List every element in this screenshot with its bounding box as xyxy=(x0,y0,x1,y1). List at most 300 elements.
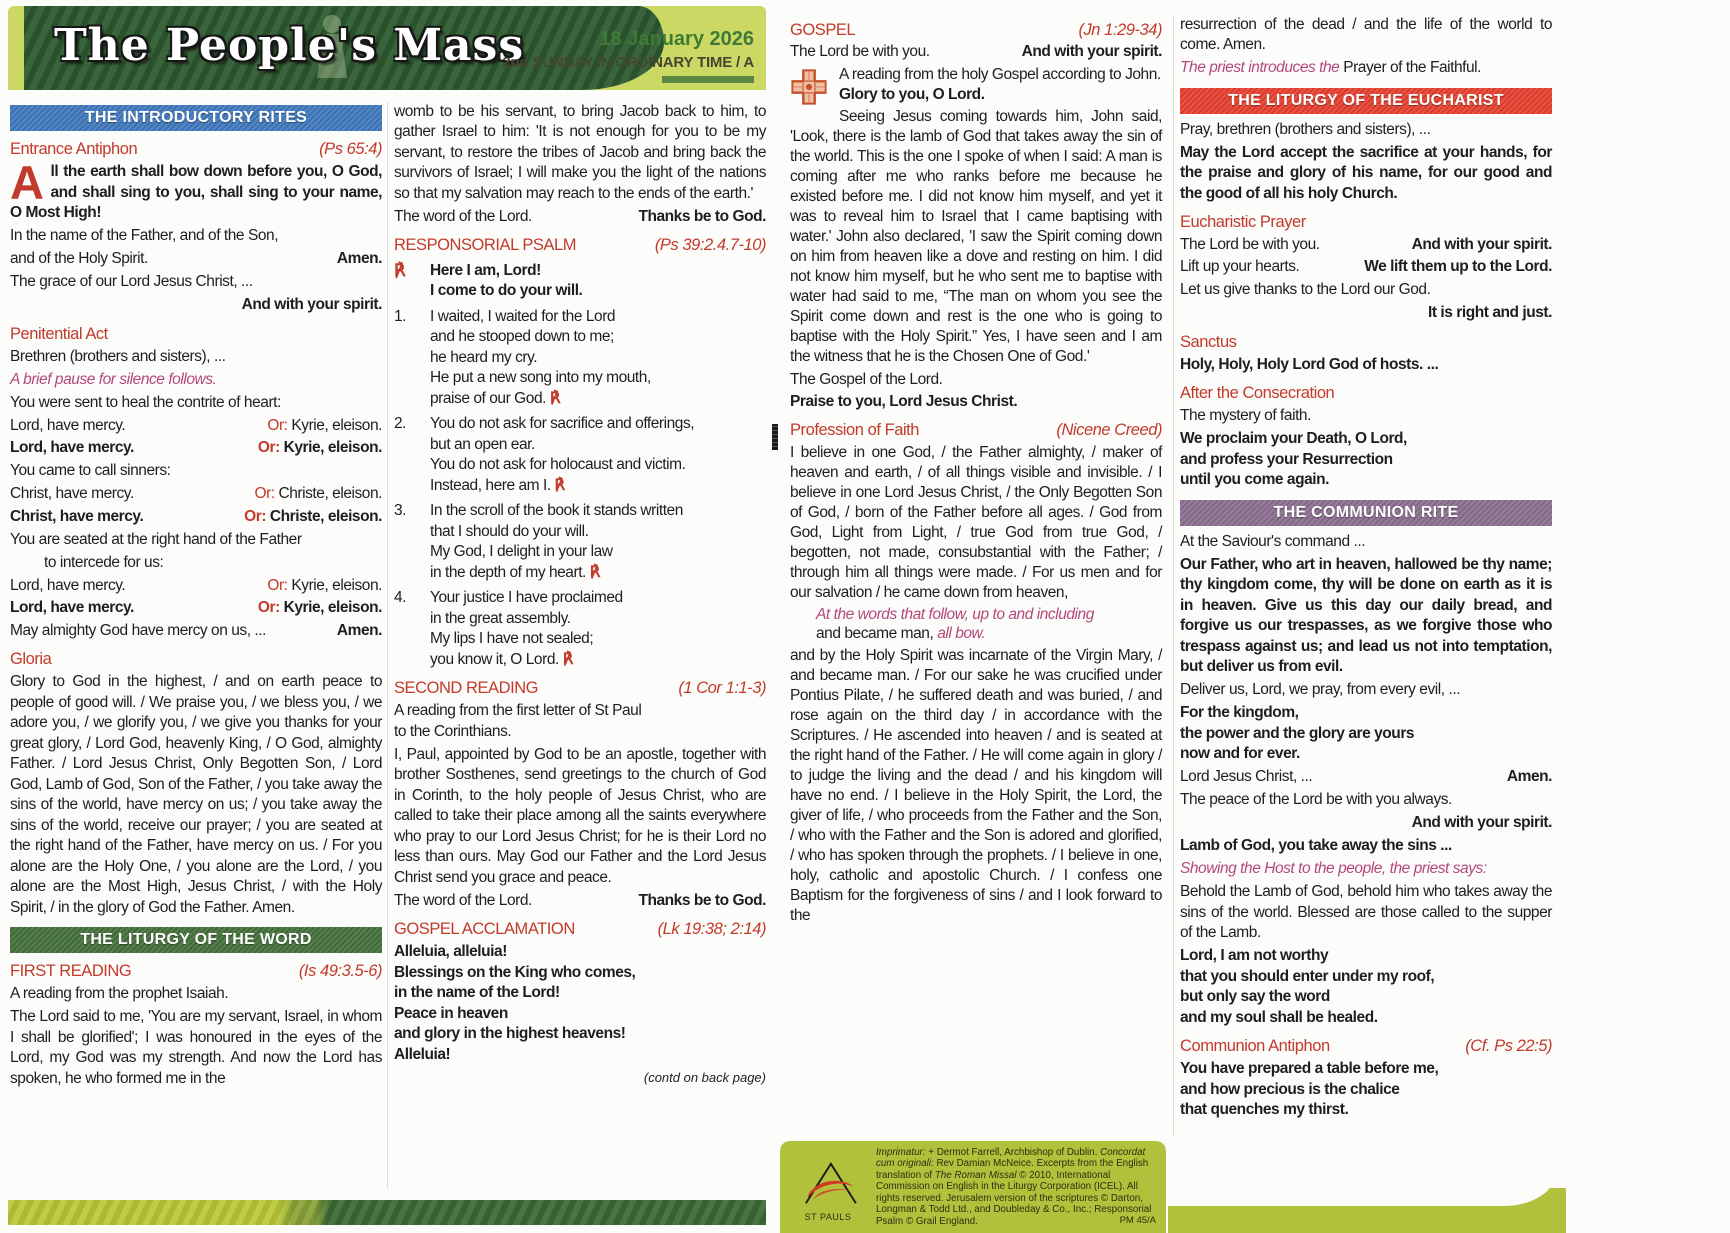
text-run: Lord, I am not worthy xyxy=(1180,947,1329,964)
paragraph xyxy=(10,347,382,368)
paragraph xyxy=(1180,15,1552,56)
response xyxy=(258,438,382,459)
section-heading xyxy=(790,20,1162,40)
verse-number: 1. xyxy=(394,307,407,325)
versicle-response xyxy=(1180,767,1552,788)
paragraph xyxy=(394,1068,766,1089)
text-run: Prayer of the Faithful. xyxy=(1343,59,1482,76)
text-line xyxy=(1180,1059,1552,1080)
paragraph xyxy=(790,370,1162,390)
text-run: You came to call sinners: xyxy=(10,462,171,479)
verse-number: 3. xyxy=(394,502,407,519)
text-run: Deliver us, Lord, we pray, from every evil, ... xyxy=(1180,681,1461,698)
text-run: Kyrie, eleison. xyxy=(279,599,382,616)
text-run: Lord, have mercy. xyxy=(10,416,126,434)
text-run: For the kingdom, xyxy=(1180,704,1299,721)
text-run: Brethren (brothers and sisters), ... xyxy=(10,347,226,365)
text-run: You do not ask for sacrifice and offerings, xyxy=(430,415,695,432)
text-line xyxy=(430,629,623,650)
section-heading xyxy=(1180,383,1552,404)
column-1 xyxy=(10,96,382,1092)
paragraph xyxy=(790,392,1162,412)
text-run: ll the earth shall bow down before you, O God, and shall sing to you, shall sing to your name, O Most High! xyxy=(10,163,382,221)
text-run: Glory to God in the highest, / and on earth peace to people of good will. / We praise you, / we bless you, / we adore you, / we glorify you, / we give you thanks for your great glory, / Lord God, heavenly King, / O God, almighty Father. / Lord Jesus Christ, Only Begotten Son, / Lord God, Lamb of God, Son of the Father, / you take away the sins of the world, have mercy on us; / you take away the sins of the world, receive our prayer; / you are seated at the right hand of the Father, have mercy on us. / For you alone are the Holy One, / you alone are the Lord, / you alone are the Most High, Jesus Christ, / with the Holy Spirit, / in the glory of God the Father. Amen. xyxy=(10,673,383,916)
paragraph xyxy=(1180,58,1552,79)
text-run: A reading from the prophet Isaiah. xyxy=(10,985,229,1002)
text-line xyxy=(1180,1100,1552,1121)
text-run: and how precious is the chalice xyxy=(1180,1080,1400,1098)
heading-label: Entrance Antiphon xyxy=(10,140,138,158)
paragraph xyxy=(1180,355,1552,376)
text-run: Or: xyxy=(257,599,280,616)
paragraph xyxy=(1180,280,1552,301)
section-bar xyxy=(1180,500,1552,526)
text-run: Here I am, Lord! xyxy=(430,261,541,279)
text-run: Or: xyxy=(257,439,280,456)
column-4 xyxy=(1180,12,1552,1123)
paragraph xyxy=(10,1007,382,1089)
text-run: Or: xyxy=(267,576,288,594)
text-run: Thanks be to God. xyxy=(638,891,766,909)
text-run: and profess your Resurrection xyxy=(1180,450,1393,468)
section-bar xyxy=(10,105,382,131)
section-heading xyxy=(1180,332,1552,353)
paragraph xyxy=(10,461,382,482)
text-line xyxy=(430,281,582,302)
text-run: Christ, have mercy. xyxy=(10,507,144,525)
text-run: praise of our God. xyxy=(430,389,550,407)
paragraph xyxy=(1180,120,1552,141)
text-run: And with your spirit. xyxy=(1411,235,1552,253)
text-run: Rev Damian McNeice. Excerpts from the English translation of xyxy=(876,1158,1149,1181)
section-heading xyxy=(10,961,382,982)
publisher-name: ST PAULS xyxy=(804,1211,852,1222)
column-3 xyxy=(790,12,1162,928)
text-run: Christ, have mercy. xyxy=(10,485,134,502)
text-line xyxy=(430,435,694,456)
text-run: Lift up your hearts. xyxy=(1180,258,1300,275)
column-2 xyxy=(394,99,766,1091)
text-run: Seeing Jesus coming towards him, John said, 'Look, there is the lamb of God that takes away the sin of the world. This is the one I spoke of when I said: A man is coming after me who ranks before me because he existed before me. I did not know him myself, and yet it was to reveal him to Israel that I came baptising with water.' John also declared, 'I saw the Spirit coming down on him from heaven like a dove and resting on him. I did not know him myself, but he who sent me to baptise with water had said to me, “The man on whom you see the Spirit come down and rest is the one who is going to baptise with the Holy Spirit.” Yes, I have seen and I am the witness that he is the Chosen One of God.' xyxy=(790,108,1162,365)
text-run: I come to do your will. xyxy=(430,282,583,299)
text-run: It is right and just. xyxy=(1427,304,1552,321)
heading-reference: (Lk 19:38; 2:14) xyxy=(657,920,766,938)
text-line xyxy=(430,563,683,584)
text-run: Or: xyxy=(254,485,275,502)
response xyxy=(638,207,766,228)
text-line xyxy=(394,963,766,984)
heading-reference: (1 Cor 1:1-3) xyxy=(678,679,766,697)
gospel-introduction xyxy=(790,65,1162,105)
text-run: now and for ever. xyxy=(1180,745,1300,762)
heading-label: GOSPEL ACCLAMATION xyxy=(394,920,575,938)
paragraph xyxy=(10,984,382,1005)
imprint-box xyxy=(780,1141,1166,1233)
paragraph xyxy=(394,102,766,205)
text-line xyxy=(394,983,766,1004)
text-line xyxy=(394,1045,766,1066)
heading-label: FIRST READING xyxy=(10,962,132,980)
text-run: At the Saviour's command ... xyxy=(1180,532,1366,550)
text-run: to intercede for us: xyxy=(44,553,164,571)
text-line xyxy=(816,624,1162,643)
paragraph xyxy=(1180,555,1552,678)
paragraph xyxy=(1180,703,1552,765)
text-run: Thanks be to God. xyxy=(638,207,766,225)
text-run: I believe in one God, / the Father almighty, / maker of heaven and earth, / of all things visible and invisible. / I believe in one Lord Jesus Christ, / the Only Begotten Son of God, / born of the Father before all ages. / God from God, Light from Light, / true God from true God, / begotten, not made, consubstantial with the Father; / through him all things were made. / For us men and for our salvation / he came down from heaven, xyxy=(790,443,1162,601)
paragraph xyxy=(10,672,382,918)
text-run: Imprimatur: xyxy=(876,1146,926,1158)
text-run: Or: xyxy=(267,416,288,434)
text-line xyxy=(816,605,1162,624)
text-run: The Roman Missal xyxy=(934,1169,1017,1181)
heading-reference: (Nicene Creed) xyxy=(1056,421,1162,439)
versicle xyxy=(10,507,143,528)
text-run: Lamb of God, you take away the sins ... xyxy=(1180,837,1452,854)
text-run: And with your spirit. xyxy=(1021,43,1162,60)
versicle-response xyxy=(10,249,382,270)
section-heading xyxy=(394,235,766,256)
text-run: You have prepared a table before me, xyxy=(1180,1060,1439,1077)
text-line xyxy=(430,414,694,435)
text-run: and of the Holy Spirit. xyxy=(10,250,148,267)
versicle-response xyxy=(10,576,382,597)
text-line xyxy=(430,588,623,609)
text-run: Concordat cum originali: xyxy=(876,1146,1146,1170)
paragraph xyxy=(1180,946,1552,1028)
response xyxy=(1412,235,1552,256)
text-run: in the depth of my heart. xyxy=(430,563,590,581)
section-bar xyxy=(1180,88,1552,114)
text-run: ℟ xyxy=(549,389,560,407)
paragraph xyxy=(790,646,1162,926)
masthead xyxy=(8,6,766,90)
versicle xyxy=(10,249,148,270)
text-line xyxy=(394,1004,766,1025)
section-bar-label: THE LITURGY OF THE EUCHARIST xyxy=(1228,91,1504,109)
text-line xyxy=(1180,703,1552,724)
paragraph xyxy=(1180,429,1552,491)
text-run: Christe, eleison. xyxy=(274,485,382,502)
text-run: Peace in heaven xyxy=(394,1004,508,1022)
section-heading xyxy=(10,139,382,160)
response xyxy=(244,507,382,528)
paragraph xyxy=(10,295,382,316)
text-line xyxy=(430,307,651,328)
text-run: You do not ask for holocaust and victim. xyxy=(430,456,686,473)
response xyxy=(1364,257,1552,278)
text-run: and he stooped down to me; xyxy=(430,328,614,345)
response xyxy=(258,598,382,619)
response xyxy=(267,576,382,597)
text-run: Praise to you, Lord Jesus Christ. xyxy=(790,393,1018,410)
text-run: You were sent to heal the contrite of heart: xyxy=(10,393,281,411)
text-run: (contd on back page) xyxy=(643,1069,766,1085)
text-run: Lord, have mercy. xyxy=(10,439,134,456)
paragraph xyxy=(10,530,382,551)
section-bar-label: THE COMMUNION RITE xyxy=(1273,503,1459,521)
text-run: ℟ xyxy=(554,476,565,494)
verse-lines xyxy=(430,588,623,670)
text-run: He put a new song into my mouth, xyxy=(430,369,651,386)
text-run: Lord Jesus Christ, ... xyxy=(1180,768,1313,785)
text-line xyxy=(1180,470,1552,491)
text-run: The Lord be with you. xyxy=(1180,235,1320,253)
leaflet-title: The People's Mass xyxy=(54,20,525,71)
text-run: The word of the Lord. xyxy=(394,207,532,225)
text-line xyxy=(1180,724,1552,745)
text-run: you know it, O Lord. xyxy=(430,650,563,668)
text-run: We lift them up to the Lord. xyxy=(1364,258,1552,275)
text-run: Kyrie, eleison. xyxy=(287,416,382,434)
text-run: to the Corinthians. xyxy=(394,722,512,740)
versicle xyxy=(10,438,134,459)
text-line xyxy=(430,501,683,522)
text-line xyxy=(394,701,766,722)
section-bar xyxy=(10,927,382,953)
text-run: and by the Holy Spirit was incarnate of the Virgin Mary, / and became man. / For our sake he was crucified under Pontius Pilate, / he suffered death and was buried, / and rose again on the third day / in accordance with the Scriptures. / He ascended into heaven / and is seated at the right hand of the Father. / He will come again in glory / to judge the living and the dead / and his kingdom will have no end. / I believe in the Holy Spirit, the Lord, the giver of life, / who proceeds from the Father and the Son, / who with the Father and the Son is adored and glorified, / who has spoken through the prophets. / I believe in one, holy, catholic and apostolic Church. / I confess one Baptism for the forgiveness of sins / and I look forward to the xyxy=(790,646,1162,924)
column-divider-left xyxy=(387,102,388,1188)
date-text: 18 January 2026 xyxy=(599,28,754,50)
versicle-response xyxy=(394,207,766,228)
response-lines xyxy=(430,261,582,302)
paragraph xyxy=(394,745,766,889)
text-line xyxy=(430,348,651,369)
paragraph xyxy=(1180,1059,1552,1121)
date-underline-decoration xyxy=(662,76,754,83)
text-run: Amen. xyxy=(336,250,382,267)
paragraph xyxy=(394,701,766,742)
section-heading xyxy=(394,919,766,940)
text-line xyxy=(430,476,694,497)
paragraph xyxy=(790,443,1162,603)
text-run: and became man, xyxy=(816,625,938,642)
text-run: The mystery of faith. xyxy=(1180,407,1311,424)
text-run: A reading from the holy Gospel according to John. xyxy=(839,65,1161,83)
text-bubble-corner xyxy=(1168,1150,1556,1206)
paragraph xyxy=(790,605,1162,643)
section-heading xyxy=(1180,1036,1552,1057)
text-run: My God, I delight in your law xyxy=(430,543,613,560)
text-line xyxy=(1180,744,1552,765)
section-heading xyxy=(1180,212,1552,233)
text-run: A brief pause for silence follows. xyxy=(10,370,217,388)
verse-lines xyxy=(430,307,651,410)
text-run: that you should enter under my roof, xyxy=(1180,967,1435,985)
text-run: ℟ xyxy=(589,563,600,581)
psalm-verse xyxy=(394,414,766,496)
versicle-response xyxy=(790,42,1162,62)
footer-bar-left xyxy=(8,1200,766,1225)
text-run: in the great assembly. xyxy=(430,609,571,627)
text-run: The priest introduces the xyxy=(1180,59,1344,76)
heading-reference: (Ps 39:2.4.7-10) xyxy=(654,236,766,254)
versicle xyxy=(10,416,125,437)
text-run: The grace of our Lord Jesus Christ, ... xyxy=(10,273,253,290)
text-run: May almighty God have mercy on us, ... xyxy=(10,621,266,639)
response xyxy=(638,891,766,912)
versicle-response xyxy=(10,484,382,505)
paragraph xyxy=(1180,406,1552,427)
text-line xyxy=(430,650,623,671)
section-heading xyxy=(394,678,766,699)
registration-mark xyxy=(772,424,778,450)
response xyxy=(1507,767,1552,788)
text-run: but an open ear. xyxy=(430,435,535,453)
text-run: We proclaim your Death, O Lord, xyxy=(1180,430,1407,447)
psalm-verse xyxy=(394,307,766,410)
text-run: Lord, have mercy. xyxy=(10,599,134,616)
text-run: Kyrie, eleison. xyxy=(287,576,382,594)
paragraph xyxy=(394,942,766,1065)
paragraph xyxy=(10,393,382,414)
response xyxy=(1022,42,1162,62)
text-line xyxy=(1180,450,1552,471)
text-run: The Gospel of the Lord. xyxy=(790,370,943,388)
versicle-response xyxy=(10,598,382,619)
text-line xyxy=(394,722,766,743)
publisher-logo-block xyxy=(780,1153,876,1222)
text-run: The Lord said to me, 'You are my servant, Israel, in whom I shall be glorified'; I was honoured in the eyes of the Lord, my God was my strength. And now the Lord has spoken, he who formed me in the xyxy=(10,1008,382,1087)
antiphon-paragraph xyxy=(10,156,382,224)
verse-lines xyxy=(430,501,683,583)
text-run: and my soul shall be healed. xyxy=(1180,1008,1378,1026)
versicle xyxy=(1180,257,1299,278)
section-bar-label: THE LITURGY OF THE WORD xyxy=(80,931,312,948)
text-run: Showing the Host to the people, the priest says: xyxy=(1180,860,1487,877)
imprint-code: PM 45/A xyxy=(1119,1215,1156,1226)
text-line xyxy=(394,1024,766,1045)
response xyxy=(337,249,382,270)
paragraph xyxy=(10,226,382,247)
versicle-response xyxy=(10,621,382,642)
text-run: Lord, have mercy. xyxy=(10,576,126,594)
text-run: The word of the Lord. xyxy=(394,891,532,909)
heading-label: Gloria xyxy=(10,650,52,668)
section-heading xyxy=(790,420,1162,440)
text-run: and glory in the highest heavens! xyxy=(394,1025,626,1042)
paragraph xyxy=(1180,143,1552,205)
response xyxy=(337,621,382,642)
text-run: May the Lord accept the sacrifice at your hands, for the praise and glory of his name, for our good and the good of all his holy Church. xyxy=(1180,143,1552,202)
paragraph xyxy=(1180,790,1552,811)
text-run: Holy, Holy, Holy Lord God of hosts. ... xyxy=(1180,355,1439,373)
text-run: Or: xyxy=(244,507,267,525)
text-run: Christe, eleison. xyxy=(266,507,382,525)
gospel-cross-icon xyxy=(790,68,830,108)
text-run: The Lord be with you. xyxy=(790,43,930,60)
versicle xyxy=(394,891,532,912)
text-run: the power and the glory are yours xyxy=(1180,724,1415,742)
text-run: Pray, brethren (brothers and sisters), ... xyxy=(1180,120,1431,138)
text-run: I waited, I waited for the Lord xyxy=(430,307,616,325)
versicle xyxy=(10,576,125,597)
paragraph xyxy=(10,553,382,574)
text-line xyxy=(430,609,623,630)
text-line xyxy=(430,389,651,410)
heading-label: SECOND READING xyxy=(394,679,539,697)
text-run: resurrection of the dead / and the life of the world to come. Amen. xyxy=(1180,15,1552,53)
text-line xyxy=(394,942,766,963)
text-run: I, Paul, appointed by God to be an apostle, together with brother Sosthenes, send greetings to the church of God in Corinth, to the holy people of Jesus Christ, who are called to take their place among all the saints everywhere who pray to our Lord Jesus Christ; for he is their Lord no less than ours. May God our Father and the Lord Jesus Christ send you grace and peace. xyxy=(394,745,766,886)
versicle xyxy=(1180,767,1312,788)
text-line xyxy=(1180,987,1552,1008)
versicle-response xyxy=(1180,235,1552,256)
text-run: © 2010, International Commission on English in the Liturgy Corporation (ICEL). All rights reserved. Jerusalem version of the scriptures © Darton, Longman & Todd Ltd., and Doubleday & Co., Inc.; Responsorial Psalm © Grail England. xyxy=(876,1169,1152,1227)
column-divider-right xyxy=(1173,16,1174,1136)
text-line xyxy=(430,455,694,476)
text-run: ℟ xyxy=(562,650,573,668)
rubric xyxy=(1180,859,1552,880)
text-line xyxy=(1180,946,1552,967)
versicle-response xyxy=(10,507,382,528)
heading-label: Sanctus xyxy=(1180,332,1237,351)
text-run: Glory to you, O Lord. xyxy=(839,85,985,103)
text-run: until you come again. xyxy=(1180,471,1330,488)
text-run: Amen. xyxy=(336,621,382,639)
heading-label: RESPONSORIAL PSALM xyxy=(394,236,577,254)
heading-label: After the Consecration xyxy=(1180,384,1335,402)
heading-reference: (Ps 65:4) xyxy=(319,140,382,158)
st-pauls-logo xyxy=(796,1159,860,1209)
verse-lines xyxy=(430,414,694,496)
text-line xyxy=(430,368,651,389)
text-run: Behold the Lamb of God, behold him who takes away the sins of the world. Blessed are those called to the supper of the Lamb. xyxy=(1180,883,1552,941)
text-line xyxy=(430,522,683,543)
section-heading xyxy=(10,324,382,345)
text-line xyxy=(1180,1080,1552,1101)
text-run: all bow. xyxy=(937,625,986,642)
heading-reference: (Is 49:3.5-6) xyxy=(298,962,382,980)
text-run: And with your spirit. xyxy=(1411,814,1552,831)
text-run: You are seated at the right hand of the Father xyxy=(10,530,302,548)
versicle xyxy=(1180,235,1320,256)
text-run: In the name of the Father, and of the Son, xyxy=(10,227,279,244)
heading-label: Communion Antiphon xyxy=(1180,1037,1330,1055)
text-line xyxy=(430,327,651,348)
text-run: The peace of the Lord be with you always. xyxy=(1180,791,1452,808)
versicle-response xyxy=(10,416,382,437)
response xyxy=(254,484,382,505)
versicle-response xyxy=(1180,257,1552,278)
paragraph xyxy=(1180,680,1552,701)
text-run: he heard my cry. xyxy=(430,348,538,366)
versicle xyxy=(10,621,266,642)
heading-reference: (Cf. Ps 22:5) xyxy=(1465,1037,1552,1055)
text-line xyxy=(430,542,683,563)
heading-label: GOSPEL xyxy=(790,21,856,39)
response-symbol: ℟ xyxy=(394,260,406,280)
verse-number: 2. xyxy=(394,415,407,432)
text-line xyxy=(1180,967,1552,988)
text-run: that I should do your will. xyxy=(430,522,589,540)
text-run: Alleluia, alleluia! xyxy=(394,943,507,960)
text-run: Amen. xyxy=(1506,768,1552,785)
sunday-text: 2nd SUNDAY IN ORDINARY TIME / A xyxy=(502,54,754,71)
drop-cap: A xyxy=(10,156,44,209)
text-run: Your justice I have proclaimed xyxy=(430,589,623,606)
verse-number: 4. xyxy=(394,589,407,606)
text-run: My lips I have not sealed; xyxy=(430,630,594,647)
psalm-verse xyxy=(394,501,766,583)
text-run: womb to be his servant, to bring Jacob back to him, to gather Israel to him: 'It is not enough for you to be my servant, to restore the tribes of Jacob and bring back the survivors of Israel; I will make you the light of the nations so that my salvation may reach to the ends of the earth.' xyxy=(394,102,766,202)
section-bar-label: THE INTRODUCTORY RITES xyxy=(84,109,308,126)
heading-label: Penitential Act xyxy=(10,324,108,343)
heading-label: Profession of Faith xyxy=(790,421,920,439)
text-run: A reading from the first letter of St Paul xyxy=(394,702,642,719)
paragraph xyxy=(10,272,382,293)
text-run: Blessings on the King who comes, xyxy=(394,963,636,981)
